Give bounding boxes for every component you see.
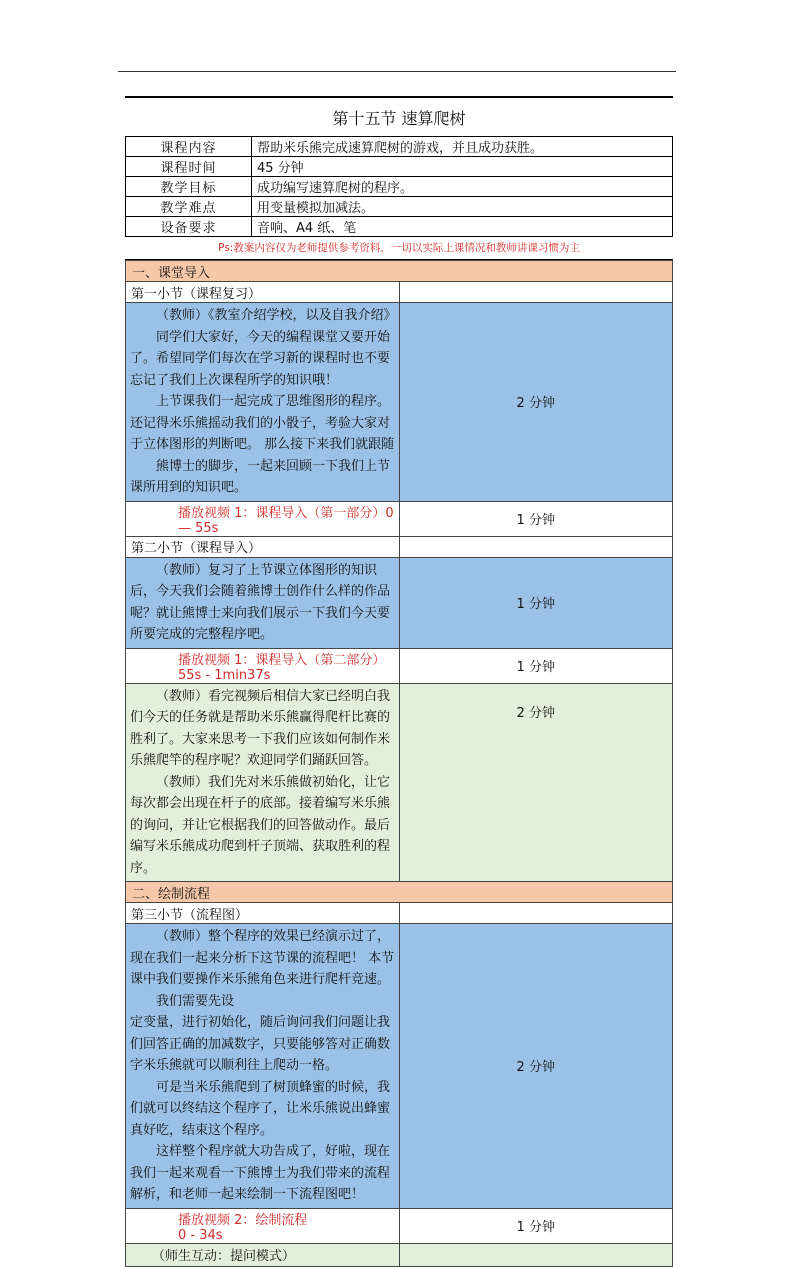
info-key: 课程时间 — [126, 157, 252, 177]
info-value: 帮助米乐熊完成速算爬树的游戏，并且成功获胜。 — [252, 137, 673, 157]
duration: 1 分钟 — [399, 501, 673, 536]
interaction-note: （师生互动：提问模式） — [126, 1243, 400, 1266]
duration: 2 分钟 — [399, 924, 673, 1209]
content-block-2: （教师）复习了上节课立体图形的知识后，今天我们会随着熊博士创作什么样的作品呢？就让熊博士来向我们展示一下我们今天要所要完成的完整程序吧。 — [126, 557, 400, 648]
info-key: 教学难点 — [126, 197, 252, 217]
info-value: 45 分钟 — [252, 157, 673, 177]
header-rule — [118, 71, 676, 72]
info-row — [126, 217, 673, 237]
content-block-4: （教师）整个程序的效果已经演示过了，现在我们一起来分析下这节课的流程吧！ 本节课中我们要操作米乐熊角色来进行爬杆竞速。 我们需要先设 定变量，进行初始化，随后询问我们问题让我们回答正确的加减数字，只要能够答对正确数字米乐熊就可以顺利往上爬动一格。 可是当米乐熊爬到了树顶蜂蜜的时候，我们就可以终结这个程序了，让米乐熊说出蜂蜜真好吃，结束这个程序。 这样整个程序就大功告成了，好啦，现在我们一起来观看一下熊博士为我们带来的流程解析，和老师一起来绘制一下流程图吧！ — [126, 924, 400, 1209]
section-heading-1: 一、课堂导入 — [126, 261, 673, 282]
info-value: 用变量模拟加减法。 — [252, 197, 673, 217]
duration: 1 分钟 — [399, 648, 673, 683]
subsection-1: 第一小节（课程复习） — [126, 282, 400, 303]
info-row — [126, 197, 673, 217]
content-block-1: （教师）《教室介绍学校，以及自我介绍》 同学们大家好，今天的编程课堂又要开始了。希望同学们每次在学习新的课程时也不要忘记了我们上次课程所学的知识哦！ 上节课我们一起完成了思维图形的程序。还记得米乐熊摇动我们的小骰子，考验大家对于立体图形的判断吧。 那么接下来我们就跟随 熊博士的脚步，一起来回顾一下我们上节 课所用到的知识吧。 — [126, 303, 400, 502]
info-value: 成功编写速算爬树的程序。 — [252, 177, 673, 197]
info-row — [126, 177, 673, 197]
video-2: 播放视频 1：课程导入（第二部分）55s - 1min37s — [126, 648, 400, 683]
duration: 2 分钟 — [399, 683, 673, 882]
info-key: 设备要求 — [126, 217, 252, 237]
info-row — [126, 157, 673, 177]
duration: 2 分钟 — [399, 303, 673, 502]
plan-table — [125, 260, 673, 1267]
info-value: 音响、A4 纸、笔 — [252, 217, 673, 237]
duration: 1 分钟 — [399, 557, 673, 648]
info-row — [126, 137, 673, 157]
lesson-plan — [125, 96, 673, 1267]
subsection-2: 第二小节（课程导入） — [126, 536, 400, 557]
video-3: 播放视频 2：绘制流程0 - 34s — [126, 1208, 400, 1243]
info-key: 课程内容 — [126, 137, 252, 157]
duration: 1 分钟 — [399, 1208, 673, 1243]
page-title: 第十五节 速算爬树 — [125, 96, 673, 137]
section-heading-2: 二、绘制流程 — [126, 882, 673, 903]
info-key: 教学目标 — [126, 177, 252, 197]
subsection-3: 第三小节（流程图） — [126, 903, 400, 924]
content-block-3: （教师）看完视频后相信大家已经明白我们今天的任务就是帮助米乐熊赢得爬杆比赛的胜利了。大家来思考一下我们应该如何制作米乐熊爬竿的程序呢？欢迎同学们踊跃回答。 （教师）我们先对米乐熊做初始化，让它每次都会出现在杆子的底部。接着编写米乐熊的询问，并让它根据我们的回答做动作。最后编写米乐熊成功爬到杆子顶端、获取胜利的程序。 — [126, 683, 400, 882]
video-1: 播放视频 1：课程导入（第一部分）0 — 55s — [126, 501, 400, 536]
ps-note: Ps:教案内容仅为老师提供参考资料，一切以实际上课情况和教师讲课习惯为主 — [125, 237, 673, 260]
info-table — [125, 137, 673, 237]
